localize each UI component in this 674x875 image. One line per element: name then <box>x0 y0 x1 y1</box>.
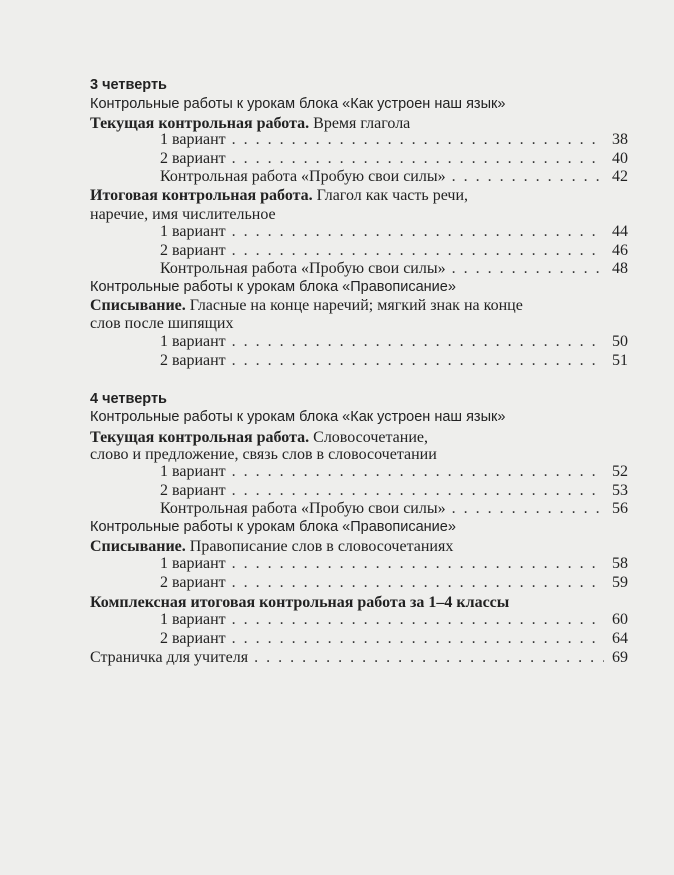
toc-leader-dots <box>254 648 604 667</box>
toc-entry-label: 1 вариант <box>160 611 226 628</box>
q3-copy-line2: слов после шипящих <box>90 315 234 332</box>
toc-entry[interactable] <box>160 573 628 592</box>
toc-entry-label: Контрольная работа «Пробую свои силы» <box>160 500 446 517</box>
q4-current-line2: слово и предложение, связь слов в словосочетании <box>90 446 437 463</box>
q3-copy-rest: Гласные на конце наречий; мягкий знак на конце <box>185 297 523 314</box>
toc-entry[interactable] <box>160 499 628 518</box>
q4-block1-title: Контрольные работы к урокам блока «Как устроен наш язык» <box>90 409 506 425</box>
toc-leader-dots <box>232 610 604 629</box>
toc-leader-dots <box>232 332 604 351</box>
q3-final-bold: Итоговая контрольная работа. <box>90 187 313 204</box>
toc-leader-dots <box>232 462 604 481</box>
toc-entry[interactable] <box>160 462 628 481</box>
toc-entry-page: 58 <box>612 555 628 572</box>
q3-final-heading <box>90 186 468 205</box>
toc-entry-label: 1 вариант <box>160 333 226 350</box>
toc-leader-dots <box>232 241 604 260</box>
toc-leader-dots <box>232 481 604 500</box>
toc-leader-dots <box>232 130 604 149</box>
toc-entry-teacher[interactable] <box>90 648 628 667</box>
toc-leader-dots <box>232 629 604 648</box>
toc-entry-label: 2 вариант <box>160 630 226 647</box>
toc-entry[interactable] <box>160 259 628 278</box>
toc-entry-page: 64 <box>612 630 628 647</box>
q3-final-rest: Глагол как часть речи, <box>312 187 468 204</box>
toc-entry-label: 1 вариант <box>160 131 226 148</box>
toc-entry-label: 1 вариант <box>160 555 226 572</box>
q4-complex-title: Комплексная итоговая контрольная работа за 1–4 классы <box>90 594 510 611</box>
toc-entry-label: Контрольная работа «Пробую свои силы» <box>160 168 446 185</box>
toc-entry-page: 44 <box>612 223 628 240</box>
toc-entry-label: 2 вариант <box>160 242 226 259</box>
q3-copy-heading <box>90 296 523 315</box>
toc-entry[interactable] <box>160 167 628 186</box>
toc-entry-page: 51 <box>612 352 628 369</box>
q4-copy-rest: Правописание слов в словосочетаниях <box>185 538 454 555</box>
toc-leader-dots <box>452 259 604 278</box>
quarter-4-heading: 4 четверть <box>90 391 167 407</box>
toc-entry-label: 2 вариант <box>160 150 226 167</box>
toc-entry-page: 59 <box>612 574 628 591</box>
q4-current-bold: Текущая контрольная работа. <box>90 429 310 446</box>
toc-entry-page: 40 <box>612 150 628 167</box>
toc-entry[interactable] <box>160 554 628 573</box>
q3-block2-title: Контрольные работы к урокам блока «Правописание» <box>90 279 456 295</box>
toc-entry-page: 42 <box>612 168 628 185</box>
toc-entry-label: 2 вариант <box>160 352 226 369</box>
q3-current-rest: Время глагола <box>309 115 411 132</box>
toc-entry[interactable] <box>160 351 628 370</box>
toc-entry-page: 60 <box>612 611 628 628</box>
toc-entry[interactable] <box>160 610 628 629</box>
toc-entry[interactable] <box>160 149 628 168</box>
toc-entry-page: 56 <box>612 500 628 517</box>
toc-entry-page: 50 <box>612 333 628 350</box>
toc-entry-page: 53 <box>612 482 628 499</box>
toc-leader-dots <box>232 351 604 370</box>
q4-block2-title: Контрольные работы к урокам блока «Правописание» <box>90 519 456 535</box>
toc-leader-dots <box>452 499 604 518</box>
toc-entry[interactable] <box>160 332 628 351</box>
toc-entry-label: 1 вариант <box>160 223 226 240</box>
toc-entry-label: Контрольная работа «Пробую свои силы» <box>160 260 446 277</box>
toc-leader-dots <box>232 573 604 592</box>
toc-entry[interactable] <box>160 481 628 500</box>
toc-leader-dots <box>232 149 604 168</box>
q4-current-rest: Словосочетание, <box>309 429 428 446</box>
q3-copy-bold: Списывание. <box>90 297 186 314</box>
toc-leader-dots <box>232 222 604 241</box>
toc-entry-label: Страничка для учителя <box>90 649 249 666</box>
q3-final-line2: наречие, имя числительное <box>90 206 276 223</box>
toc-leader-dots <box>232 554 604 573</box>
q3-current-bold: Текущая контрольная работа. <box>90 115 310 132</box>
toc-entry-page: 48 <box>612 260 628 277</box>
q4-copy-bold: Списывание. <box>90 538 186 555</box>
toc-leader-dots <box>452 167 604 186</box>
toc-entry-page: 69 <box>612 649 628 666</box>
toc-entry-page: 38 <box>612 131 628 148</box>
toc-entry-page: 46 <box>612 242 628 259</box>
toc-entry-label: 1 вариант <box>160 463 226 480</box>
toc-entry[interactable] <box>160 130 628 149</box>
toc-entry-page: 52 <box>612 463 628 480</box>
toc-entry[interactable] <box>160 629 628 648</box>
toc-entry[interactable] <box>160 222 628 241</box>
toc-entry-label: 2 вариант <box>160 574 226 591</box>
quarter-3-heading: 3 четверть <box>90 77 167 93</box>
toc-entry-label: 2 вариант <box>160 482 226 499</box>
q3-block1-title: Контрольные работы к урокам блока «Как устроен наш язык» <box>90 96 506 112</box>
toc-entry[interactable] <box>160 241 628 260</box>
